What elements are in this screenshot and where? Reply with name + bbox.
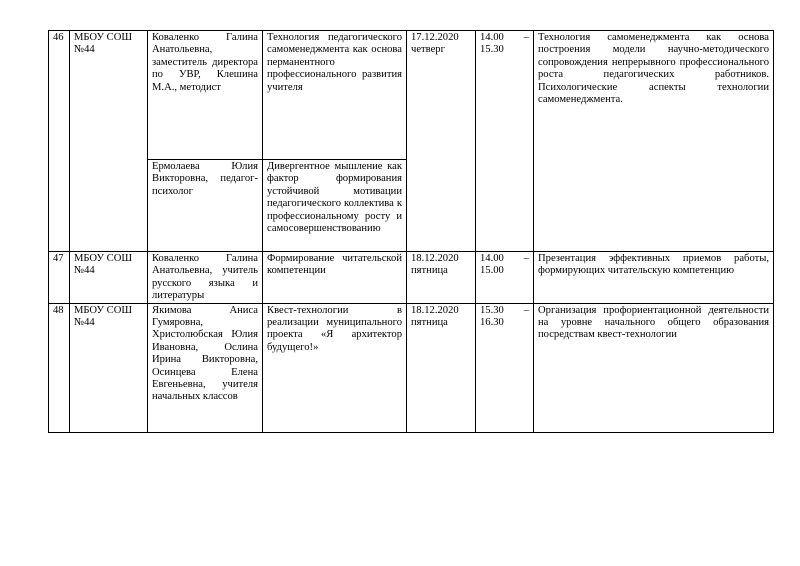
row-number: 47 [49,252,70,304]
date-cell [407,303,476,432]
table-row [49,303,774,432]
description-cell: Презентация эффективных приемов работы, формирующих читательскую компетенцию [534,252,774,304]
org-name: МБОУ СОШ [74,304,133,316]
presenters-cell: Коваленко Галина Анатольевна, учитель русского языка и литературы [148,252,263,304]
presenters-cell: Ермолаева Юлия Викторовна, педагог-психолог [148,160,263,252]
org-number: №44 [74,44,95,56]
date-cell [407,31,476,252]
weekday: пятница [411,317,448,329]
time-end: 15.00 [480,265,504,277]
time-dash: – [523,253,529,264]
org-number: №44 [74,265,95,277]
time-cell [476,31,534,252]
description-cell: Технология самоменеджмента как основа построения модели научно-методического сопровождения непрерывного профессионального роста педагогических работников. Психологические аспекты технологии самоменеджмента. [534,31,774,252]
date: 18.12.2020 [411,304,459,316]
org-cell [70,31,148,252]
presenters-cell: Коваленко Галина Анатольевна, заместитель директора по УВР, Клешина М.А., методист [148,31,263,160]
time-dash: – [523,304,529,316]
description-cell: Организация профориентационной деятельности на уровне начального общего образования посредствам квест-технологии [534,303,774,432]
weekday: четверг [411,44,445,56]
time-start: 14.00 [480,32,504,43]
time-cell [476,303,534,432]
org-number: №44 [74,317,95,329]
row-number: 48 [49,303,70,432]
row-number: 46 [49,31,70,252]
time-cell [476,252,534,304]
time-dash: – [523,32,529,43]
topic-cell: Квест-технологии в реализации муниципального проекта «Я архитектор будущего!» [263,303,407,432]
time-start: 14.00 [480,253,504,264]
date: 18.12.2020 [411,253,459,264]
org-cell [70,252,148,304]
weekday: пятница [411,265,448,277]
time-end: 16.30 [480,317,504,329]
schedule-table [48,30,774,433]
date: 17.12.2020 [411,32,459,43]
topic-cell: Технология педагогического самоменеджмента как основа перманентного профессионального развития учителя [263,31,407,160]
topic-cell: Формирование читательской компетенции [263,252,407,304]
topic-cell: Дивергентное мышление как фактор формирования устойчивой мотивации педагогического коллектива к профессиональному росту и самосовершенствованию [263,160,407,252]
date-cell [407,252,476,304]
table-row [49,31,774,160]
org-cell [70,303,148,432]
org-name: МБОУ СОШ [74,253,133,264]
time-start: 15.30 [480,304,504,316]
presenters-cell: Якимова Аниса Гумяровна, Христолюбская Юлия Ивановна, Ослина Ирина Викторовна, Осинцева Елена Евгеньевна, учителя начальных классов [148,303,263,432]
table-row [49,252,774,304]
time-end: 15.30 [480,44,504,56]
org-name: МБОУ СОШ [74,32,133,43]
